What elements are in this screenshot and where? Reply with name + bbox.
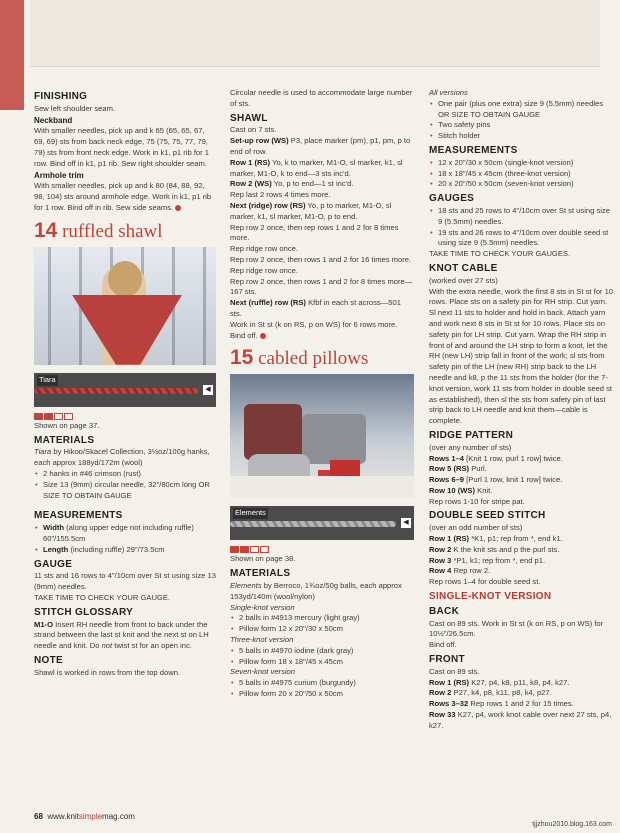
shown-on: Shown on page 37. — [34, 420, 100, 430]
material-item: • 5 balls in #4975 curium (burgundy) — [230, 678, 414, 689]
material-item: • 2 hanks in #46 crimson (rust) — [34, 469, 216, 480]
pattern-title-15: 15 cabled pillows — [230, 346, 369, 370]
yarn-label: Elements — [235, 508, 266, 518]
column-3 — [429, 88, 614, 732]
knot-cable-heading: KNOT CABLE — [429, 262, 498, 274]
note-heading: NOTE — [34, 654, 63, 666]
double-seed-heading: DOUBLE SEED STITCH — [429, 510, 546, 522]
page-number: 68 — [34, 812, 43, 821]
instruction-row: Set-up row (WS) P3, place marker (pm), p1, pm, p to end of row. — [230, 136, 411, 156]
instruction-row: Rep rows 1–4 for double seed st. — [429, 577, 541, 587]
materials-heading: MATERIALS — [34, 434, 95, 446]
instruction-row: Row 2 K the knit sts and p the purl sts. — [429, 544, 560, 554]
column-2 — [230, 88, 414, 700]
knot-cable-text: With the extra needle, work the first 8 sts in St st for 10 rows. Place sts on a safety pin for RH strip. Cut yarn. Sl next 11 sts to holder and hold in back. Attach yarn and work next 8 sts in St st for 10 rows. Place sts on safety pin for LH strip. Cut yarn. Wrap the RH strip in front of and around the LH strip to form a knot, let the RH (new LH) strip fall in front of the work; sl sts from safety pin of the LH (new RH) strip back to the LH needle and k8, p the 11 sts from the holder (for the 7-knot version, work 11 sts from holder in double seed st as established), then sl the sts from safety pin of last strip back to LH needle and knit them—cable is complete. — [429, 286, 614, 426]
instruction-row: Row 2 P27, k4, p8, k11, p8, k4, p27. — [429, 688, 552, 698]
pattern-title-14: 14 ruffled shawl — [34, 218, 163, 242]
instruction-row: Work in St st (k on RS, p on WS) for 6 rows more. Bind off. — [230, 319, 398, 340]
measurement-item: • Width (along upper edge not including ruffle) 60"/155.5cm — [34, 523, 216, 545]
neckband-heading: Neckband — [34, 115, 73, 125]
material-item: • 5 balls in #4970 iodine (dark gray) — [230, 646, 414, 657]
instruction-row: Rows 3–32 Rep rows 1 and 2 for 15 times. — [429, 699, 574, 709]
material-item: • Size 13 (9mm) circular needle, 32"/80cm long OR SIZE TO OBTAIN GAUGE — [34, 480, 216, 502]
measurements-heading: MEASUREMENTS — [34, 510, 123, 522]
instruction-row: Next (ridge) row (RS) Yo, p to marker, M1-O, sl marker, k1, sl marker, M1-O, p to end. — [230, 200, 392, 221]
shown-on: Shown on page 38. — [230, 554, 296, 564]
instruction-row: Rep last 2 rows 4 times more. — [230, 190, 331, 200]
version-label: Three-knot version — [230, 634, 294, 644]
gauge-item: • 18 sts and 25 rows to 4"/10cm over St st using size 9 (5.5mm) needles. — [429, 206, 614, 228]
front-cast-on: Cast on 89 sts. — [429, 666, 480, 676]
site-prefix: www.knit — [47, 812, 79, 821]
material-item: • Pillow form 20 x 20"/50 x 50cm — [230, 689, 414, 700]
instruction-row: Row 1 (RS) *K1, p1; rep from *, end k1. — [429, 534, 563, 544]
materials-heading: MATERIALS — [230, 568, 291, 580]
next-arrow-icon: ◀ — [401, 518, 411, 528]
finishing-heading: FINISHING — [34, 91, 88, 102]
gauge-text: 11 sts and 16 rows to 4"/10cm over St st using size 13 (9mm) needles. — [34, 571, 216, 592]
gauge-check: TAKE TIME TO CHECK YOUR GAUGE. — [34, 592, 171, 602]
measurement-item: • 18 x 18"/45 x 45cm (three-knot version) — [429, 169, 614, 180]
measurements-heading: MEASUREMENTS — [429, 144, 518, 156]
yarn-label: Tiara — [39, 374, 56, 384]
gauge-item: • 19 sts and 26 rows to 4"/10cm over double seed st using size 9 (5.5mm) needles. — [429, 228, 614, 250]
yarn-swatch-tiara — [34, 373, 216, 407]
measurement-item: • Length (including ruffle) 29"/73.5cm — [34, 545, 216, 556]
page-corner-bar — [0, 0, 24, 110]
material-item: • 2 balls in #4913 mercury (light gray) — [230, 613, 414, 624]
back-text: Cast on 89 sts. Work in St st (k on RS, p on WS) for 10½"/26.5cm. — [429, 618, 604, 639]
instruction-row: Row 10 (WS) Knit. — [429, 485, 493, 495]
intro-text: Circular needle is used to accommodate large number of sts. — [230, 88, 413, 108]
instruction-row: Rep ridge row once. — [230, 244, 298, 254]
measurement-item: • 20 x 20"/50 x 50cm (seven-knot version) — [429, 179, 614, 190]
instruction-row: Rep row 2 once, then rows 1 and 2 for 8 times more—167 sts. — [230, 276, 413, 297]
page-footer — [34, 812, 135, 821]
instruction-row: Row 5 (RS) Purl. — [429, 464, 487, 474]
version-label: Seven-knot version — [230, 667, 296, 677]
end-mark-icon — [260, 333, 266, 339]
end-mark-icon — [175, 205, 181, 211]
instruction-row: Row 3 *P1, k1; rep from *, end p1. — [429, 555, 546, 565]
instruction-row: Rows 1–4 [Knit 1 row, purl 1 row] twice. — [429, 453, 563, 463]
materials-text: Tiara by Hikoo/Skacel Collection, 3½oz/100g hanks, each approx 188yd/172m (wool) — [34, 447, 210, 468]
ridge-pattern-heading: RIDGE PATTERN — [429, 429, 514, 441]
watermark-credit: tjjzhou2010.blog.163.com — [532, 821, 612, 828]
knot-cable-sub: (worked over 27 sts) — [429, 275, 498, 285]
material-item: • Pillow form 18 x 18"/45 x 45cm — [230, 657, 414, 668]
back-heading: BACK — [429, 605, 460, 617]
next-arrow-icon: ◀ — [203, 385, 213, 395]
armhole-text: With smaller needles, pick up and k 80 (84, 88, 92, 98, 104) sts around armhole edge. Work in k1, p1 rib for 1 row. Bind off in rib. Sew side seams. — [34, 181, 212, 212]
neckband-text: With smaller needles, pick up and k 65 (65, 65, 67, 69, 69) sts from back neck edge, 75 (75, 75, 77, 79, 79) sts from front neck edge. Work in k1, p1 rib for 1 row. Bind off in k1, p1 rib. Sew right shoulder seam. — [34, 126, 210, 168]
version-label: All versions — [429, 88, 468, 97]
shawl-heading: SHAWL — [230, 112, 268, 124]
material-item: • Pillow form 12 x 20"/30 x 50cm — [230, 624, 414, 635]
pillows-photo — [230, 374, 414, 498]
finishing-text: Sew left shoulder seam. — [34, 103, 116, 113]
yarn-swatch-elements — [230, 506, 414, 540]
site-mag: simple — [78, 812, 103, 821]
skill-level-indicator — [34, 413, 216, 419]
ridge-pattern-sub: (over any number of sts) — [429, 442, 512, 452]
front-heading: FRONT — [429, 654, 465, 666]
gauge-check: TAKE TIME TO CHECK YOUR GAUGES. — [429, 249, 571, 259]
gauge-heading: GAUGE — [34, 558, 73, 570]
instruction-row: Row 1 (RS) Yo, k to marker, M1-O, sl marker, k1, sl marker, M1-O, k to end—3 sts inc'd. — [230, 157, 403, 178]
instruction-row: Rows 6–9 [Purl 1 row, knit 1 row] twice. — [429, 475, 563, 485]
instruction-row: Row 2 (WS) Yo, p to end—1 st inc'd. — [230, 179, 354, 189]
column-1 — [34, 88, 216, 679]
instruction-row: Row 4 Rep row 2. — [429, 566, 491, 576]
instruction-row: Rep ridge row once. — [230, 265, 298, 275]
instruction-row: Rep row 2 once, then rep rows 1 and 2 for 8 times more. — [230, 222, 399, 243]
instruction-row: Rep row 2 once, then rows 1 and 2 for 16 times more. — [230, 254, 412, 264]
back-bind-off: Bind off. — [429, 640, 457, 650]
materials-text: Elements by Berroco, 1¾oz/50g balls, each approx 153yd/140m (wool/nylon) — [230, 580, 402, 601]
shawl-photo — [34, 247, 216, 365]
cast-on: Cast on 7 sts. — [230, 125, 277, 135]
material-item: • Stitch holder — [429, 131, 614, 142]
material-item: • Two safety pins — [429, 120, 614, 131]
note-text: Shawl is worked in rows from the top down. — [34, 667, 181, 677]
faded-top-band — [30, 0, 600, 67]
armhole-heading: Armhole trim — [34, 170, 84, 180]
skill-level-indicator — [230, 546, 414, 552]
material-item: • One pair (plus one extra) size 9 (5.5mm) needles OR SIZE TO OBTAIN GAUGE — [429, 99, 614, 121]
instruction-row: Next (ruffle) row (RS) Kfbf in each st across—501 sts. — [230, 298, 401, 318]
double-seed-sub: (over an odd number of sts) — [429, 523, 523, 533]
glossary-heading: STITCH GLOSSARY — [34, 606, 134, 618]
instruction-row: Row 1 (RS) K27, p4, k8, p11, k8, p4, k27. — [429, 677, 570, 687]
measurement-item: • 12 x 20"/30 x 50cm (single-knot version) — [429, 158, 614, 169]
instruction-row: Rep rows 1-10 for stripe pat. — [429, 496, 525, 506]
glossary-text: M1-O Insert RH needle from front to back under the strand between the last st knit and the next st on LH needle and knit. Do not twist st for an open inc. — [34, 619, 209, 651]
single-knot-heading: SINGLE-KNOT VERSION — [429, 591, 552, 603]
gauges-heading: GAUGES — [429, 193, 475, 205]
site-suffix: mag.com — [102, 812, 135, 821]
version-label: Single-knot version — [230, 602, 295, 612]
instruction-row: Row 33 K27, p4, work knot cable over next 27 sts, p4, k27. — [429, 710, 612, 730]
